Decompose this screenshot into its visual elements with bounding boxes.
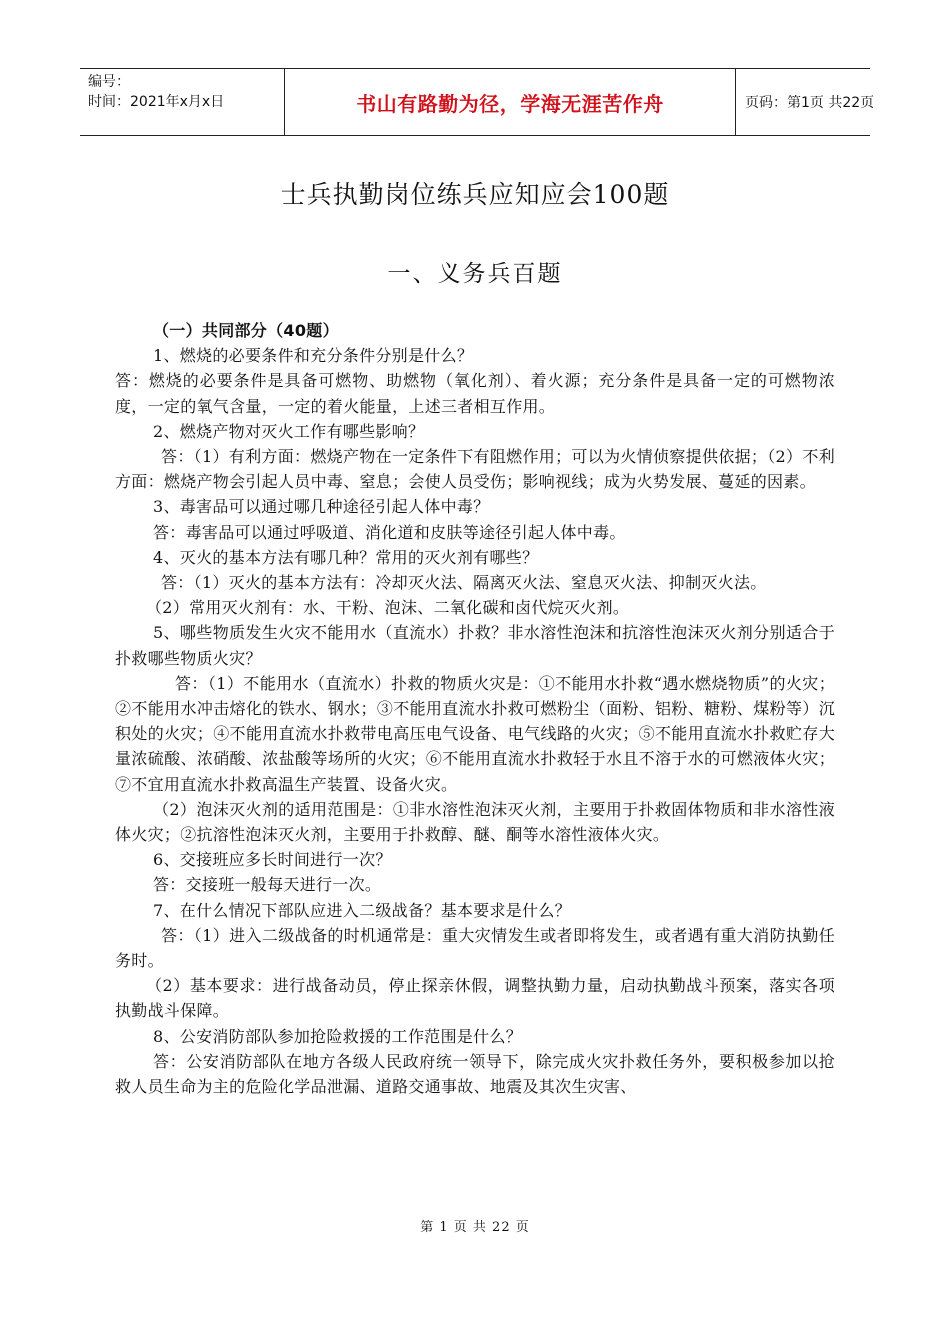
question-paragraph: 5、哪些物质发生火灾不能用水（直流水）扑救？非水溶性泡沫和抗溶性泡沫灭火剂分别适合于扑救哪些物质火灾？ [115,623,835,668]
question-paragraph: 6、交接班应多长时间进行一次？ [153,850,392,870]
page-footer: 第 1 页 共 22 页 [420,1220,530,1235]
answer-paragraph: （2）基本要求：进行战备动员，停止探亲休假，调整执勤力量，启动执勤战斗预案，落实各项执勤战斗保障。 [115,976,835,1021]
answer-paragraph: 答：（1）不能用水（直流水）扑救的物质火灾是：①不能用水扑救“遇水燃烧物质”的火灾；②不能用水冲击熔化的铁水、钢水；③不能用直流水扑救可燃粉尘（面粉、铝粉、糖粉、煤粉等）沉积处的火灾；④不能用直流水扑救带电高压电气设备、电气线路的火灾；⑤不能用直流水扑救贮存大量浓硫酸、浓硝酸、浓盐酸等场所的火灾；⑥不能用直流水扑救轻于水且不溶于水的可燃液体火灾；⑦不宜用直流水扑救高温生产装置、设备火灾。 [115,673,835,794]
answer-paragraph: 答：燃烧的必要条件是具备可燃物、助燃物（氧化剂）、着火源；充分条件是具备一定的可燃物浓度，一定的氧气含量，一定的着火能量，上述三者相互作用。 [115,371,835,416]
question-paragraph: 8、公安消防部队参加抢险救援的工作范围是什么？ [153,1026,523,1046]
question-paragraph: 1、燃烧的必要条件和充分条件分别是什么？ [153,346,474,366]
answer-paragraph: （2）泡沫灭火剂的适用范围是：①非水溶性泡沫灭火剂，主要用于扑救固体物质和非水溶性液体火灾；②抗溶性泡沫灭火剂，主要用于扑救醇、醚、酮等水溶性液体火灾。 [115,799,835,845]
question-paragraph: 3、毒害品可以通过哪几种途径引起人体中毒？ [153,497,490,517]
document-body [115,318,835,1099]
answer-paragraph: 答：公安消防部队在地方各级人民政府统一领导下，除完成火灾扑救任务外，要积极参加以抢救人员生命为主的危险化学品泄漏、道路交通事故、地震及其次生灾害、 [115,1051,835,1097]
header-motto: 书山有路勤为径，学海无涯苦作舟 [284,69,736,135]
answer-paragraph: 答：交接班一般每天进行一次。 [153,875,382,895]
question-paragraph: 4、灭火的基本方法有哪几种？常用的灭火剂有哪些？ [153,547,539,567]
answer-paragraph: 答：（1）灭火的基本方法有：冷却灭火法、隔离灭火法、窒息灭火法、抑制灭火法。 [161,573,767,593]
page-header [80,68,875,136]
question-paragraph: 7、在什么情况下部队应进入二级战备？基本要求是什么？ [153,900,571,920]
answer-paragraph: 答：毒害品可以通过呼吸道、消化道和皮肤等途径引起人体中毒。 [153,522,626,542]
section-title: 一、义务兵百题 [387,261,563,287]
answer-paragraph: 答：（1）进入二级战备的时机通常是：重大灾情发生或者即将发生，或者遇有重大消防执勤任务时。 [115,925,835,971]
document-title: 士兵执勤岗位练兵应知应会100题 [280,180,670,209]
header-meta [88,72,224,112]
document-date: 时间：2021年x月x日 [88,94,225,110]
question-paragraph: 2、燃烧产物对灭火工作有哪些影响？ [153,421,425,441]
document-number-label: 编号： [88,74,130,90]
header-page-info: 页码：第1页 共22页 [745,95,875,111]
answer-paragraph: 答：（1）有利方面：燃烧产物在一定条件下有阻燃作用；可以为火情侦察提供依据；（2）不利方面：燃烧产物会引起人员中毒、窒息；会使人员受伤；影响视线；成为火势发展、蔓延的因素。 [115,447,835,492]
answer-paragraph: （2）常用灭火剂有：水、干粉、泡沫、二氧化碳和卤代烷灭火剂。 [146,598,630,618]
paragraph-list [115,343,835,1099]
subsection-title: （一）共同部分（40题） [153,321,339,340]
